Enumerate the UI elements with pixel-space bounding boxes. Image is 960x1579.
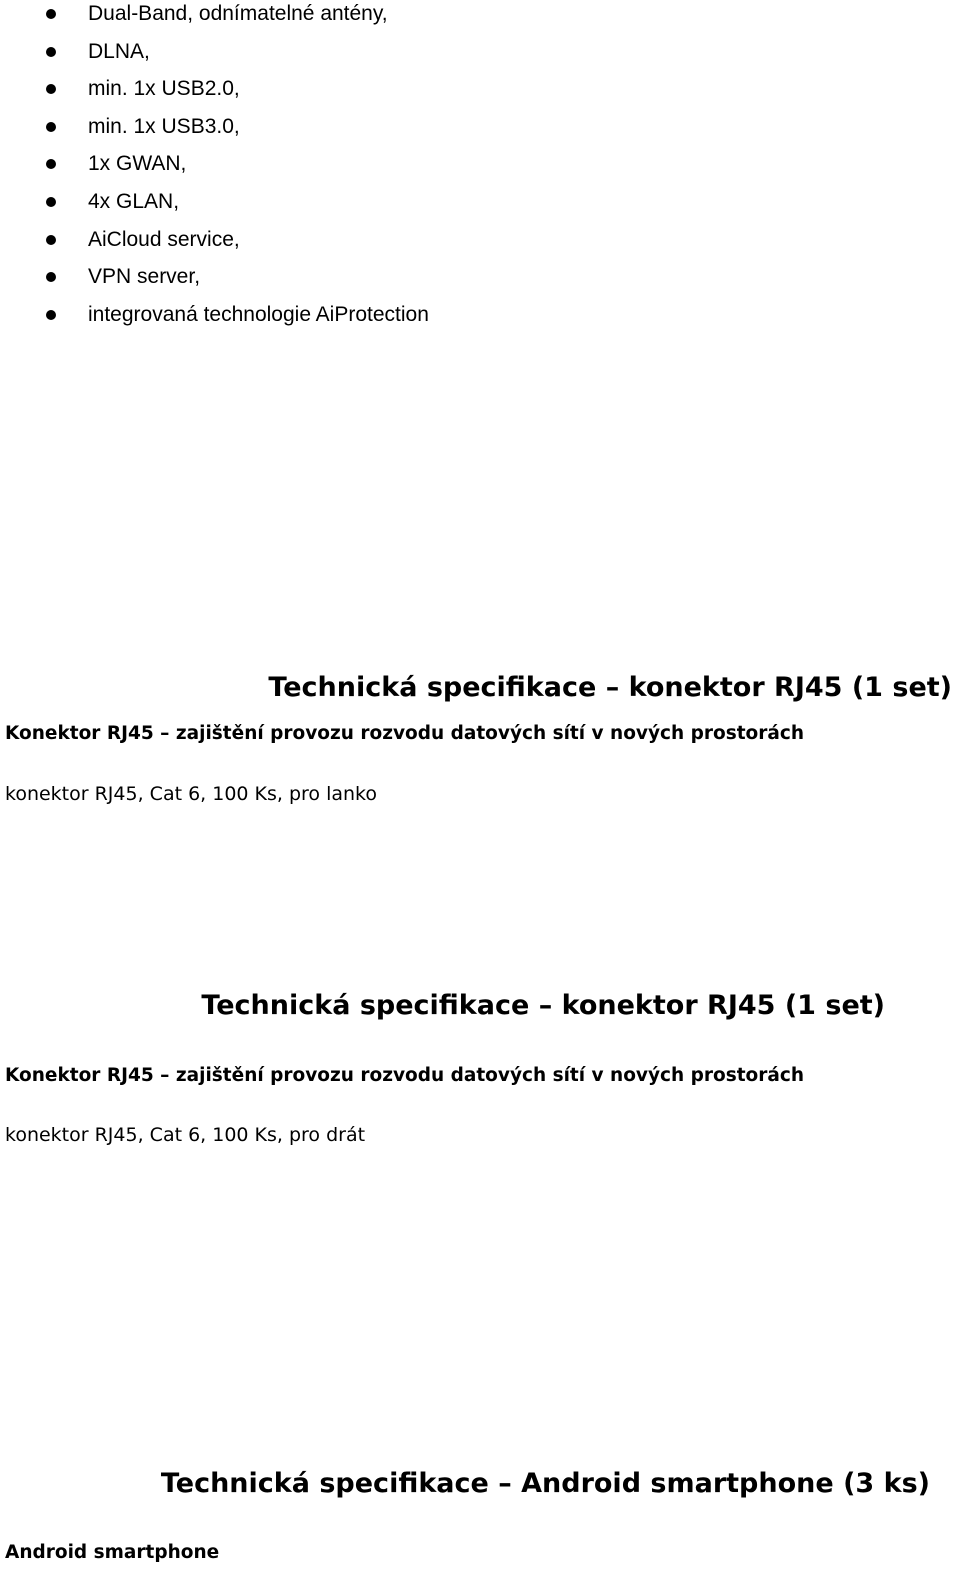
list-item	[0, 113, 429, 151]
section-heading-rj45-lanko: Technická specifikace – konektor RJ45 (1 set)	[268, 672, 952, 703]
feature-text: min. 1x USB3.0,	[88, 114, 240, 138]
list-item	[0, 0, 429, 38]
bullet-icon	[46, 122, 56, 132]
feature-list	[0, 0, 429, 338]
bullet-icon	[46, 272, 56, 282]
feature-text: 1x GWAN,	[88, 152, 187, 176]
section-heading-android: Technická specifikace – Android smartphone (3 ks)	[160, 1468, 930, 1499]
feature-text: min. 1x USB2.0,	[88, 77, 240, 101]
section-subheading-rj45-drat: Konektor RJ45 – zajištění provozu rozvodu datových sítí v nových prostorách	[5, 1065, 805, 1086]
list-item	[0, 263, 429, 301]
feature-text: VPN server,	[88, 265, 201, 289]
section-heading-rj45-drat: Technická specifikace – konektor RJ45 (1 set)	[201, 990, 885, 1021]
feature-text: Dual-Band, odnímatelné antény,	[88, 2, 388, 25]
bullet-icon	[46, 9, 56, 19]
feature-text: integrovaná technologie AiProtection	[88, 302, 429, 326]
list-item	[0, 150, 429, 188]
list-item	[0, 75, 429, 113]
feature-text: AiCloud service,	[88, 227, 240, 251]
feature-text: DLNA,	[88, 39, 150, 63]
section-body-rj45-drat: konektor RJ45, Cat 6, 100 Ks, pro drát	[5, 1124, 366, 1146]
bullet-icon	[46, 84, 56, 94]
bullet-icon	[46, 235, 56, 245]
section-subheading-rj45-lanko: Konektor RJ45 – zajištění provozu rozvodu datových sítí v nových prostorách	[5, 723, 805, 744]
list-item	[0, 301, 429, 339]
list-item	[0, 188, 429, 226]
bullet-icon	[46, 47, 56, 57]
list-item	[0, 38, 429, 76]
bullet-icon	[46, 159, 56, 169]
bullet-icon	[46, 197, 56, 207]
bullet-icon	[46, 310, 56, 320]
feature-text: 4x GLAN,	[88, 189, 180, 213]
section-body-rj45-lanko: konektor RJ45, Cat 6, 100 Ks, pro lanko	[5, 783, 378, 805]
section-subheading-android: Android smartphone	[5, 1542, 220, 1563]
list-item	[0, 226, 429, 264]
